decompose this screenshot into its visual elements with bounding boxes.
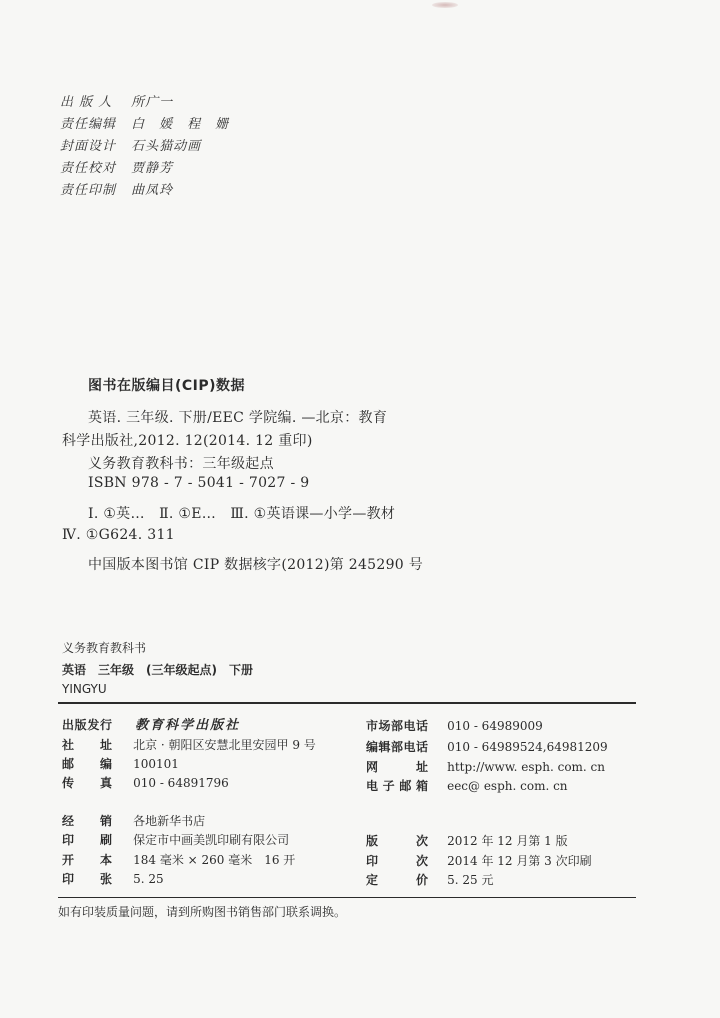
info-label: 社 址 — [62, 738, 112, 752]
info-value: 各地新华书店 — [133, 814, 206, 828]
cip-line-3: 义务教育教科书：三年级起点 — [88, 456, 274, 472]
cip-line-clc: Ⅳ. ①G624. 311 — [62, 527, 175, 543]
credit-name: 白 媛 程 姗 — [131, 117, 230, 132]
info-label: 传 真 — [62, 776, 112, 790]
credit-name: 所广一 — [131, 95, 174, 110]
info-row-editorial-phone — [366, 736, 608, 755]
info-value: 2014 年 12 月第 3 次印刷 — [447, 854, 592, 868]
info-value: 184 毫米 × 260 毫米 16 开 — [133, 853, 296, 867]
info-row-postcode — [62, 753, 179, 772]
info-value: http://www. esph. com. cn — [447, 760, 605, 774]
credits-block — [60, 92, 229, 202]
info-label: 定 价 — [366, 873, 428, 887]
info-value: 2012 年 12 月第 1 版 — [447, 834, 568, 848]
credit-name: 石头猫动画 — [131, 139, 202, 154]
credit-role: 封面设计 — [60, 139, 117, 154]
ink-smudge — [432, 2, 458, 8]
info-label: 出版发行 — [62, 718, 112, 732]
info-row-printer — [62, 829, 289, 848]
info-value: eec@ esph. com. cn — [447, 779, 568, 793]
info-value: 010 - 64989524,64981209 — [447, 740, 608, 754]
publisher-name: 教育科学出版社 — [135, 718, 241, 733]
credit-row-proofreader — [60, 158, 229, 180]
info-row-edition — [366, 830, 568, 849]
info-label: 网 址 — [366, 760, 428, 774]
credit-row-cover-design — [60, 136, 229, 158]
info-row-fax — [62, 772, 229, 791]
credit-role: 责任编辑 — [60, 117, 117, 132]
cip-line-1: 英语. 三年级. 下册/EEC 学院编. —北京：教育 — [88, 410, 388, 426]
info-row-marketing-phone — [366, 715, 543, 734]
info-label: 版 次 — [366, 834, 428, 848]
book-pinyin: YINGYU — [62, 682, 107, 696]
info-value: 010 - 64891796 — [133, 776, 229, 790]
series-title: 义务教育教科书 — [62, 641, 147, 655]
info-label: 开 本 — [62, 853, 112, 867]
info-label: 印 刷 — [62, 833, 112, 847]
credit-row-publisher — [60, 92, 229, 114]
info-row-format — [62, 849, 295, 868]
info-value: 010 - 64989009 — [447, 719, 543, 733]
info-value: 5. 25 — [133, 872, 164, 886]
info-row-printing — [366, 850, 592, 869]
info-row-sheets — [62, 868, 164, 887]
info-label: 印 次 — [366, 854, 428, 868]
cip-line-isbn: ISBN 978 - 7 - 5041 - 7027 - 9 — [88, 475, 310, 491]
info-label: 市场部电话 — [366, 719, 428, 733]
credit-role: 责任印制 — [60, 183, 117, 198]
credit-role: 责任校对 — [60, 161, 117, 176]
info-row-email — [366, 775, 568, 794]
divider-bottom — [58, 897, 636, 898]
info-row-price — [366, 869, 493, 888]
book-title: 英语 三年级 (三年级起点) 下册 — [62, 663, 253, 677]
footer-note: 如有印装质量问题，请到所购图书销售部门联系调换。 — [58, 905, 347, 919]
info-value: 100101 — [133, 757, 179, 771]
info-value: 5. 25 元 — [447, 873, 494, 887]
cip-line-classification: Ⅰ. ①英… Ⅱ. ①E… Ⅲ. ①英语课—小学—教材 — [88, 506, 396, 522]
info-row-address — [62, 734, 316, 753]
info-label: 编辑部电话 — [366, 740, 428, 754]
info-row-publisher — [62, 714, 240, 733]
credit-row-editor — [60, 114, 229, 136]
info-value: 北京 · 朝阳区安慧北里安园甲 9 号 — [133, 738, 316, 752]
credit-name: 曲凤玲 — [131, 183, 174, 198]
info-label: 电子邮箱 — [366, 779, 428, 793]
info-row-distributor — [62, 810, 205, 829]
info-row-website — [366, 756, 605, 775]
divider-top — [58, 702, 636, 704]
credit-name: 贾静芳 — [131, 161, 174, 176]
cip-line-2: 科学出版社,2012. 12(2014. 12 重印) — [62, 433, 313, 449]
credit-role: 出 版 人 — [60, 95, 113, 110]
cip-line-record-number: 中国版本图书馆 CIP 数据核字(2012)第 245290 号 — [88, 557, 424, 573]
info-value: 保定市中画美凯印刷有限公司 — [133, 833, 290, 847]
info-label: 邮 编 — [62, 757, 112, 771]
info-label: 印 张 — [62, 872, 112, 886]
credit-row-printing — [60, 180, 229, 202]
info-label: 经 销 — [62, 814, 112, 828]
cip-heading: 图书在版编目(CIP)数据 — [88, 378, 246, 394]
